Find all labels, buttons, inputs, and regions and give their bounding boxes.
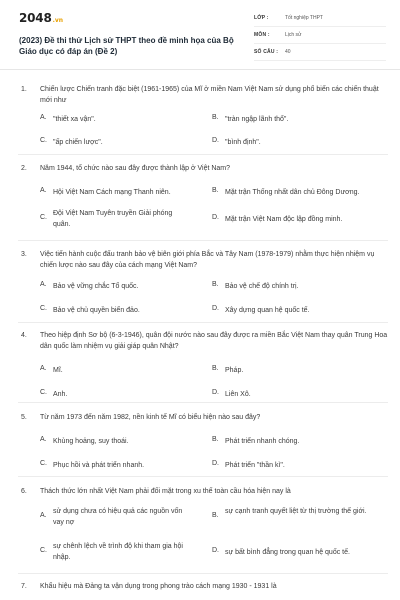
option-text: "thiết xa vận". — [53, 116, 96, 123]
option-text: sử dụng chưa có hiệu quả các nguồn vốn vay nợ — [53, 508, 183, 526]
option-letter: D. — [212, 137, 219, 144]
question-divider — [18, 573, 388, 574]
option-letter: A. — [40, 512, 47, 519]
logo-tld: .vn — [52, 17, 64, 24]
option-text: Pháp. — [225, 367, 244, 374]
option-letter: C. — [40, 547, 47, 554]
question-text: Từ năm 1973 đến năm 1982, nền kinh tế Mĩ có biểu hiện nào sau đây? — [40, 414, 261, 421]
option-letter: B. — [212, 281, 219, 288]
option-text: Mĩ. — [53, 367, 63, 374]
option-text: Liên Xô. — [225, 391, 251, 398]
meta-subject-row — [254, 29, 386, 44]
option-letter: C. — [40, 137, 47, 144]
question-text: Theo hiệp định Sơ bộ (6-3-1946), quân đội nước nào sau đây được ra miền Bắc Việt Nam thay quân Trung Hoa dân quốc làm nhiệm vụ giải giáp quân Nhật? — [40, 332, 388, 350]
option-text: "ấp chiến lược". — [53, 139, 103, 146]
question-divider — [18, 240, 388, 241]
question-divider — [18, 322, 388, 323]
question-number: 4. — [21, 332, 27, 339]
option-letter: D. — [212, 305, 219, 312]
meta-subject-value: Lịch sử — [285, 32, 302, 38]
option-letter: B. — [212, 436, 219, 443]
option-text: Khủng hoảng, suy thoái. — [53, 438, 129, 445]
option-letter: A. — [40, 436, 47, 443]
option-text: sự chênh lệch về trình độ khi tham gia hội nhập. — [53, 543, 183, 561]
option-text: Đội Việt Nam Tuyên truyền Giải phóng quân. — [53, 210, 173, 228]
option-text: "tràn ngập lãnh thổ". — [225, 116, 289, 123]
option-letter: B. — [212, 114, 219, 121]
option-text: Bảo vệ chế độ chính trị. — [225, 283, 299, 290]
option-letter: B. — [212, 187, 219, 194]
option-text: sự bất bình đẳng trong quan hệ quốc tế. — [225, 549, 350, 556]
meta-level-row — [254, 12, 386, 27]
meta-count-label: SỐ CÂU : — [254, 49, 279, 55]
document-header — [0, 0, 400, 70]
option-letter: A. — [40, 187, 47, 194]
question-text: Năm 1944, tổ chức nào sau đây được thành lập ở Việt Nam? — [40, 165, 231, 172]
meta-level-value: Tốt nghiệp THPT — [285, 15, 323, 21]
option-letter: D. — [212, 547, 219, 554]
meta-count-row — [254, 46, 386, 61]
option-letter: C. — [40, 214, 47, 221]
option-text: Hội Việt Nam Cách mạng Thanh niên. — [53, 189, 171, 196]
option-text: Anh. — [53, 391, 68, 398]
meta-level-label: LỚP : — [254, 15, 269, 21]
exam-meta — [254, 12, 386, 63]
option-letter: B. — [212, 365, 219, 372]
option-text: Mặt trận Việt Nam độc lập đồng minh. — [225, 216, 343, 223]
site-logo[interactable] — [19, 7, 63, 26]
option-letter: D. — [212, 460, 219, 467]
question-number: 7. — [21, 583, 27, 590]
logo-main: 2048 — [19, 11, 52, 25]
option-letter: D. — [212, 214, 219, 221]
option-letter: C. — [40, 460, 47, 467]
question-divider — [18, 402, 388, 403]
option-text: Bảo vệ chủ quyền biển đảo. — [53, 307, 140, 314]
option-text: Phát triển "thần kì". — [225, 462, 285, 469]
option-text: Xây dựng quan hệ quốc tế. — [225, 307, 310, 314]
question-text: Chiến lược Chiến tranh đặc biệt (1961-1965) của Mĩ ở miền Nam Việt Nam sử dụng phổ biến các chiến thuật mới như — [40, 86, 379, 104]
option-letter: B. — [212, 512, 219, 519]
option-text: Bảo vệ vững chắc Tổ quốc. — [53, 283, 139, 290]
option-text: sự cạnh tranh quyết liệt từ thị trường thế giới. — [225, 508, 367, 515]
question-number: 1. — [21, 86, 27, 93]
option-text: "bình định". — [225, 139, 261, 146]
option-letter: A. — [40, 281, 47, 288]
question-number: 6. — [21, 488, 27, 495]
meta-subject-label: MÔN : — [254, 32, 270, 38]
question-number: 3. — [21, 251, 27, 258]
question-text: Việc tiến hành cuộc đấu tranh bảo vệ biên giới phía Bắc và Tây Nam (1978-1979) nhằm thực hiện nhiệm vụ chiến lược nào sau đây của cách mạng Việt Nam? — [40, 251, 375, 269]
option-text: Phục hồi và phát triển nhanh. — [53, 462, 145, 469]
option-letter: A. — [40, 365, 47, 372]
option-text: Phát triển nhanh chóng. — [225, 438, 300, 445]
option-letter: D. — [212, 389, 219, 396]
document-title: (2023) Đề thi thử Lịch sử THPT theo đề minh họa của Bộ Giáo dục có đáp án (Đề 2) — [19, 36, 234, 56]
question-divider — [18, 476, 388, 477]
question-number: 5. — [21, 414, 27, 421]
question-text: Thách thức lớn nhất Việt Nam phải đối mặt trong xu thế toàn cầu hóa hiện nay là — [40, 488, 291, 495]
question-text: Khẩu hiệu mà Đảng ta vận dụng trong phong trào cách mạng 1930 - 1931 là — [40, 583, 277, 590]
question-number: 2. — [21, 165, 27, 172]
option-letter: C. — [40, 389, 47, 396]
option-letter: C. — [40, 305, 47, 312]
option-text: Mặt trận Thống nhất dân chủ Đông Dương. — [225, 189, 360, 196]
option-letter: A. — [40, 114, 47, 121]
meta-count-value: 40 — [285, 49, 291, 55]
question-divider — [18, 154, 388, 155]
